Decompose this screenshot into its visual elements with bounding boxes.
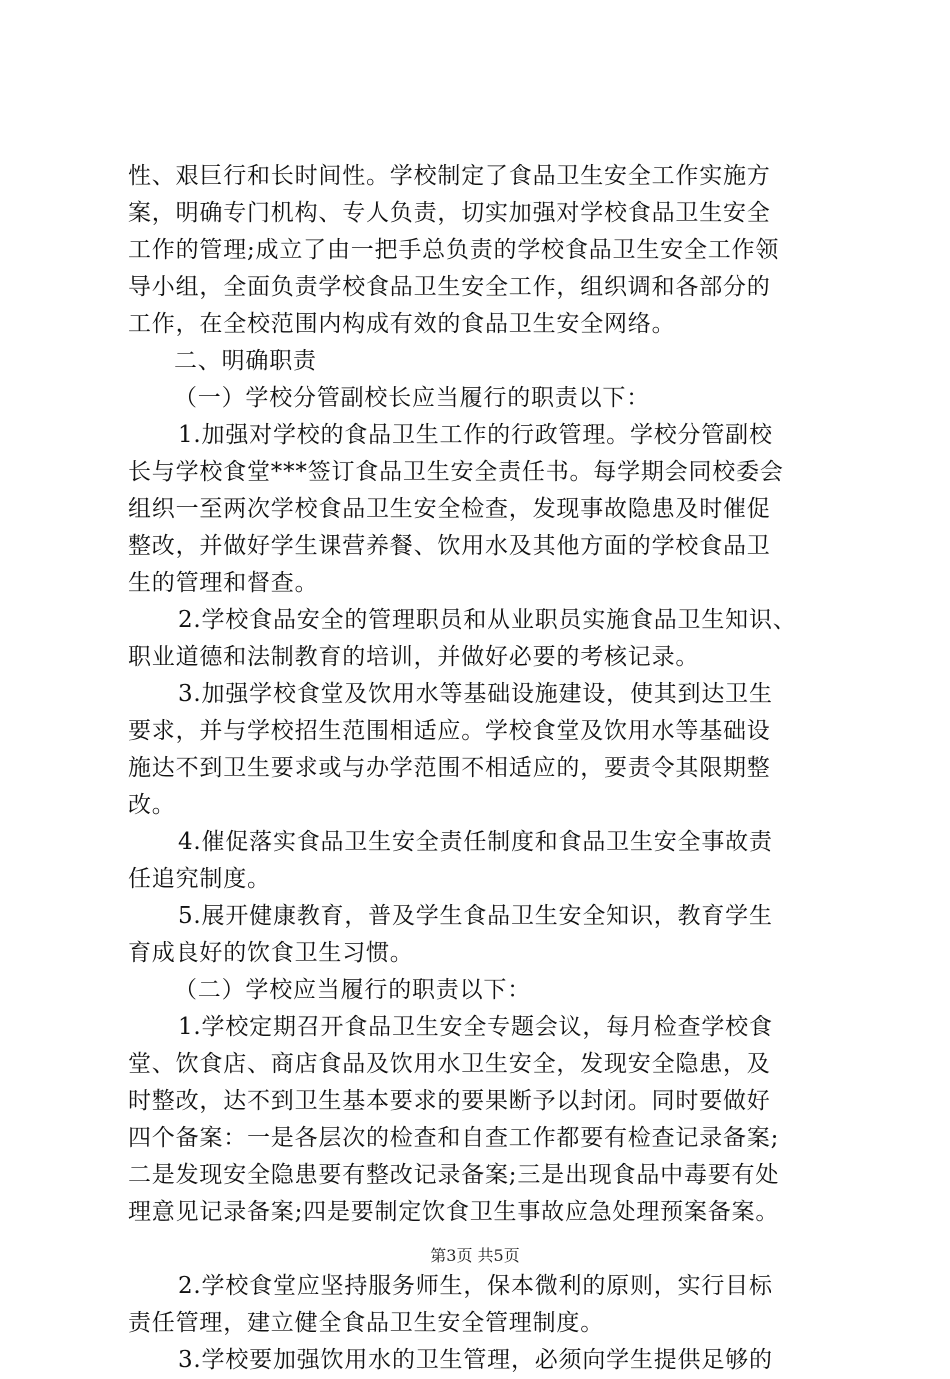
text-line: 任追究制度。 xyxy=(128,866,271,892)
text-line: 2.学校食品安全的管理职员和从业职员实施食品卫生知识、 xyxy=(178,607,797,633)
text-line: 长与学校食堂***签订食品卫生安全责任书。每学期会同校委会 xyxy=(128,459,784,485)
text-line: 要求，并与学校招生范围相适应。学校食堂及饮用水等基础设 xyxy=(128,718,771,744)
text-line: 组织一至两次学校食品卫生安全检查，发现事故隐患及时催促 xyxy=(128,496,771,522)
text-line: 生的管理和督查。 xyxy=(128,570,319,596)
text-line: 工作的管理;成立了由一把手总负责的学校食品卫生安全工作领 xyxy=(128,237,780,263)
text-line: 育成良好的饮食卫生习惯。 xyxy=(128,940,414,966)
text-line: 整改，并做好学生课营养餐、饮用水及其他方面的学校食品卫 xyxy=(128,533,771,559)
text-line: 二、明确职责 xyxy=(174,348,317,374)
text-line: （二）学校应当履行的职责以下： xyxy=(174,977,531,1003)
text-line: 二是发现安全隐患要有整改记录备案;三是出现食品中毒要有处 xyxy=(128,1162,780,1188)
text-line: 5.展开健康教育，普及学生食品卫生安全知识，教育学生 xyxy=(178,903,773,929)
text-line: 导小组，全面负责学校食品卫生安全工作，组织调和各部分的 xyxy=(128,274,771,300)
text-line: 性、艰巨行和长时间性。学校制定了食品卫生安全工作实施方 xyxy=(128,163,771,189)
text-line: 职业道德和法制教育的培训，并做好必要的考核记录。 xyxy=(128,644,700,670)
page-footer: 第3页 共5页 xyxy=(430,1246,520,1265)
text-line: （一）学校分管副校长应当履行的职责以下： xyxy=(174,385,650,411)
text-line: 3.学校要加强饮用水的卫生管理，必须向学生提供足够的 xyxy=(178,1347,773,1373)
text-line: 改。 xyxy=(128,792,176,818)
text-line: 1.学校定期召开食品卫生安全专题会议，每月检查学校食 xyxy=(178,1014,773,1040)
text-line: 时整改，达不到卫生基本要求的要果断予以封闭。同时要做好 xyxy=(128,1088,771,1114)
document-body xyxy=(128,158,838,1379)
text-line: 4.催促落实食品卫生安全责任制度和食品卫生安全事故责 xyxy=(178,829,773,855)
text-line: 理意见记录备案;四是要制定饮食卫生事故应急处理预案备案。 xyxy=(128,1199,780,1225)
text-line: 2.学校食堂应坚持服务师生，保本微利的原则，实行目标 xyxy=(178,1273,773,1299)
text-line: 施达不到卫生要求或与办学范围不相适应的，要责令其限期整 xyxy=(128,755,771,781)
text-line: 案，明确专门机构、专人负责，切实加强对学校食品卫生安全 xyxy=(128,200,771,226)
text-line: 堂、饮食店、商店食品及饮用水卫生安全，发现安全隐患，及 xyxy=(128,1051,771,1077)
text-line: 1.加强对学校的食品卫生工作的行政管理。学校分管副校 xyxy=(178,422,773,448)
text-line: 责任管理，建立健全食品卫生安全管理制度。 xyxy=(128,1310,604,1336)
text-line: 工作，在全校范围内构成有效的食品卫生安全网络。 xyxy=(128,311,676,337)
text-line: 3.加强学校食堂及饮用水等基础设施建设，使其到达卫生 xyxy=(178,681,773,707)
text-line: 四个备案：一是各层次的检查和自查工作都要有检查记录备案; xyxy=(128,1125,780,1151)
